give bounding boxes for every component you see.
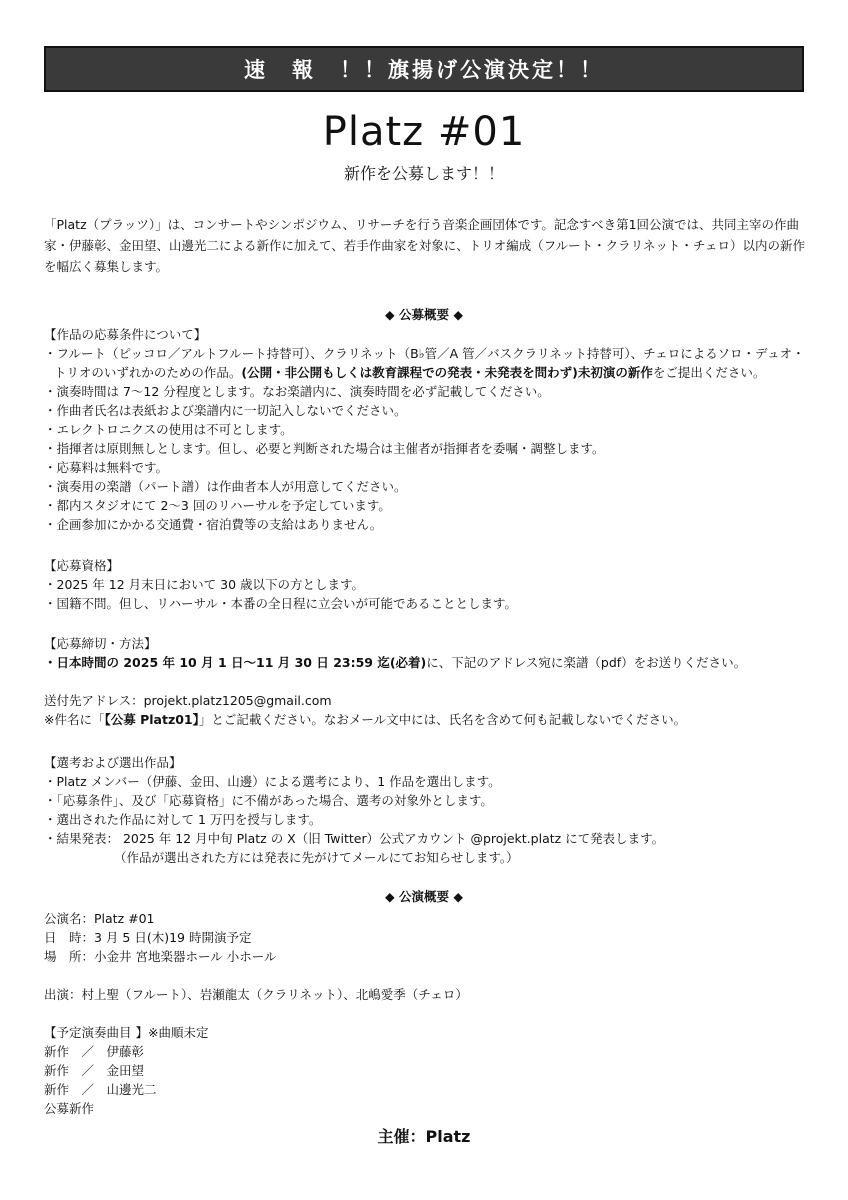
intro-paragraph: 「Platz（プラッツ）」は、コンサートやシンポジウム、リサーチを行う音楽企画団体です。記念すべき第1回公演では、共同主宰の作曲家・伊藤彰、金田望、山邊光二による新作に加えて、若手作曲家を対象に、トリオ編成（フルート・クラリネット・チェロ）以内の新作を幅広く募集します。 [44, 217, 806, 274]
concert-venue: 場 所：小金井 宮地楽器ホール 小ホール [44, 949, 277, 964]
email-address[interactable]: 送付先アドレス：projekt.platz1205@gmail.com [44, 693, 332, 708]
selection-section [44, 753, 814, 867]
program-item: 新作 ／ 伊藤彰 [44, 1044, 145, 1059]
program-item: 新作 ／ 山邊光二 [44, 1082, 157, 1097]
headline-banner: 速 報 ！！旗揚げ公演決定！！ [44, 46, 804, 92]
conditions-section [44, 325, 814, 534]
page-title: Platz #01 [322, 109, 526, 155]
condition-item: ・企画参加にかかる交通費・宿泊費等の支給はありません。 [44, 517, 383, 532]
eligibility-item: ・2025 年 12 月末日において 30 歳以下の方とします。 [44, 577, 364, 592]
deadline-section [44, 634, 814, 729]
deadline-heading: 【応募締切・方法】 [44, 636, 157, 651]
deadline-text: ・日本時間の 2025 年 10 月 1 日～11 月 30 日 23:59 迄(必着)に、下記のアドレス宛に楽譜（pdf）をお送りください。 [44, 655, 747, 670]
condition-item: ・指揮者は原則無しとします。但し、必要と判断された場合は主催者が指揮者を委嘱・調整します。 [44, 441, 605, 456]
program-item: 新作 ／ 金田望 [44, 1063, 145, 1078]
selection-item: ・Platz メンバー（伊藤、金田、山邊）による選考により、1 作品を選出します。 [44, 774, 501, 789]
eligibility-heading: 【応募資格】 [44, 558, 120, 573]
condition-item: ・エレクトロニクスの使用は不可とします。 [44, 422, 293, 437]
selection-item: ・結果発表： 2025 年 12 月中旬 Platz の X（旧 Twitter）公式アカウント @projekt.platz にて発表します。 [44, 831, 665, 846]
concert-performers: 出演：村上聖（フルート）、岩瀬龍太（クラリネット）、北嶋愛季（チェロ） [44, 987, 468, 1002]
condition-item: ・作曲者氏名は表紙および楽譜内に一切記入しないでください。 [44, 403, 407, 418]
concert-heading: ◆ 公演概要 ◆ [385, 889, 463, 904]
recruit-heading: ◆ 公募概要 ◆ [385, 307, 463, 322]
eligibility-item: ・国籍不問。但し、リハーサル・本番の全日程に立会いが可能であることとします。 [44, 596, 518, 611]
condition-item: ・演奏時間は 7～12 分程度とします。なお楽譜内に、演奏時間を必ず記載してください。 [44, 384, 550, 399]
condition-item: ・応募料は無料です。 [44, 460, 169, 475]
condition-item: ・フルート（ピッコロ／アルトフルート持替可）、クラリネット（B♭管／A 管／バスクラリネット持替可）、チェロによるソロ・デュオ・トリオのいずれかのための作品。(公開・非公開もしくは教育課程での発表・未発表を問わず)未初演の新作をご提出ください。 [44, 346, 805, 380]
organizer-footer: 主催：Platz [377, 1127, 471, 1146]
selection-note: （作品が選出された方には発表に先がけてメールにてお知らせします。） [114, 850, 519, 865]
selection-item: ・「応募条件」、及び「応募資格」に不備があった場合、選考の対象外とします。 [44, 793, 493, 808]
concert-section [44, 909, 814, 1118]
eligibility-section [44, 556, 814, 613]
conditions-heading: 【作品の応募条件について】 [44, 327, 207, 342]
condition-item: ・演奏用の楽譜（パート譜）は作曲者本人が用意してください。 [44, 479, 407, 494]
concert-name: 公演名：Platz #01 [44, 911, 155, 926]
page-subtitle: 新作を公募します！！ [343, 164, 504, 183]
program-heading: 【予定演奏曲目 】※曲順未定 [44, 1025, 209, 1040]
selection-item: ・選出された作品に対して 1 万円を授与します。 [44, 812, 322, 827]
condition-item: ・都内スタジオにて 2～3 回のリハーサルを予定しています。 [44, 498, 391, 513]
subject-note: ※件名に「【公募 Platz01】」とご記載ください。なおメール文中には、氏名を含めて何も記載しないでください。 [44, 712, 687, 727]
selection-heading: 【選考および選出作品】 [44, 755, 182, 770]
program-item: 公募新作 [44, 1101, 95, 1116]
concert-datetime: 日 時：3 月 5 日(木)19 時開演予定 [44, 930, 252, 945]
